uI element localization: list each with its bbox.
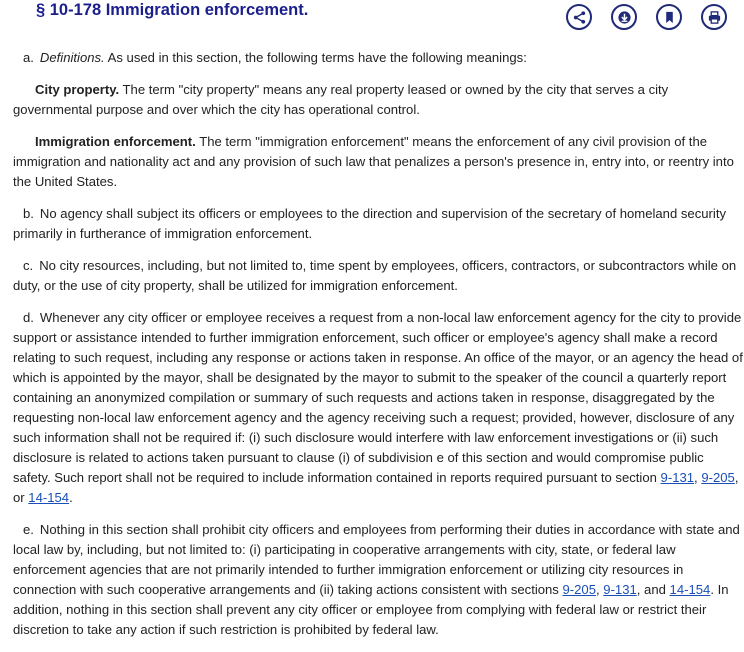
separator: , [694, 470, 702, 485]
download-button[interactable] [611, 4, 637, 30]
link-9-205[interactable]: 9-205 [701, 470, 735, 485]
separator: , and [636, 582, 670, 597]
definitions-heading: Definitions. [39, 50, 105, 65]
subsection-label: c. [23, 258, 34, 273]
link-9-205[interactable]: 9-205 [562, 582, 596, 597]
subsection-label: b. [23, 206, 34, 221]
link-14-154[interactable]: 14-154 [669, 582, 711, 597]
subsection-d [13, 308, 743, 508]
print-icon [707, 10, 722, 25]
separator: , [596, 582, 604, 597]
term-name: Immigration enforcement. [35, 134, 196, 149]
sentence-end: . [69, 490, 73, 505]
subsection-text: No city resources, including, but not limited to, time spent by employees, officers, contractors, or subcontractors while on duty, or the use of city property, shall be utilized for immigration enforcement. [13, 258, 737, 293]
definition-text: The term "immigration enforcement" means the enforcement of any civil provision of the immigration and nationality act and any provision of such law that penalizes a person's presence in, entry into, or reentry into the United States. [13, 134, 734, 189]
section-body [13, 48, 743, 652]
subsection-text: No agency shall subject its officers or employees to the direction and supervision of the secretary of homeland security primarily in furtherance of immigration enforcement. [13, 206, 727, 241]
subsection-text: Nothing in this section shall prohibit city officers and employees from performing their duties in accordance with state and local law by, including, but not limited to: (i) participating in cooperative arrangements with city, state, or federal law enforcement agencies that are not primarily intended to further immigration enforcement or utilizing city resources in connection with such cooperative arrangements and (ii) taking actions consistent with sections [13, 522, 740, 597]
link-9-131[interactable]: 9-131 [660, 470, 695, 485]
term-name: City property. [35, 82, 120, 97]
subsection-label: a. [23, 50, 34, 65]
download-icon [617, 10, 632, 25]
subsection-b [13, 204, 743, 244]
definition-city-property [13, 80, 743, 120]
subsection-text-end: . In addition, nothing in this section shall prevent any city officer or employee from complying with federal law or restrict their discretion to take any action if such restriction is prohibited by federal law. [13, 582, 729, 637]
subsection-label: e. [23, 522, 34, 537]
link-9-131[interactable]: 9-131 [603, 582, 637, 597]
subsection-text: Whenever any city officer or employee receives a request from a non-local law enforcement agency for the city to provide support or assistance intended to further immigration enforcement, such officer or employee's agency shall make a record relating to such request, including any response or actions taken in response. An office of the mayor, or an agency the head of which is appointed by the mayor, shall be designated by the mayor to submit to the speaker of the council a quarterly report containing an anonymized compilation or summary of such requests and actions taken in response, disaggregated by the requesting non-local law enforcement agency and the agency receiving such a request; provided, however, disclosure of any such information shall not be required if: (i) such disclosure would interfere with law enforcement investigations or (ii) such disclosure is related to actions taken pursuant to clause (i) of subdivision e of this section and would compromise public safety. Such report shall not be required to include information contained in reports required pursuant to section [13, 310, 743, 485]
subsection-e [13, 520, 743, 640]
separator: , or [13, 470, 739, 505]
link-14-154[interactable]: 14-154 [28, 490, 70, 505]
subsection-a [13, 48, 743, 68]
bookmark-button[interactable] [656, 4, 682, 30]
definition-text: The term "city property" means any real property leased or owned by the city that serves a city governmental purpose and over which the city has operational control. [13, 82, 669, 117]
definition-immigration-enforcement [13, 132, 743, 192]
subsection-text: As used in this section, the following terms have the following meanings: [104, 50, 527, 65]
section-title: § 10-178 Immigration enforcement. [36, 1, 309, 19]
share-button[interactable] [566, 4, 592, 30]
bookmark-icon [662, 10, 677, 25]
print-button[interactable] [701, 4, 727, 30]
subsection-label: d. [23, 310, 34, 325]
share-icon [572, 10, 587, 25]
subsection-c [13, 256, 743, 296]
action-toolbar [566, 4, 727, 30]
